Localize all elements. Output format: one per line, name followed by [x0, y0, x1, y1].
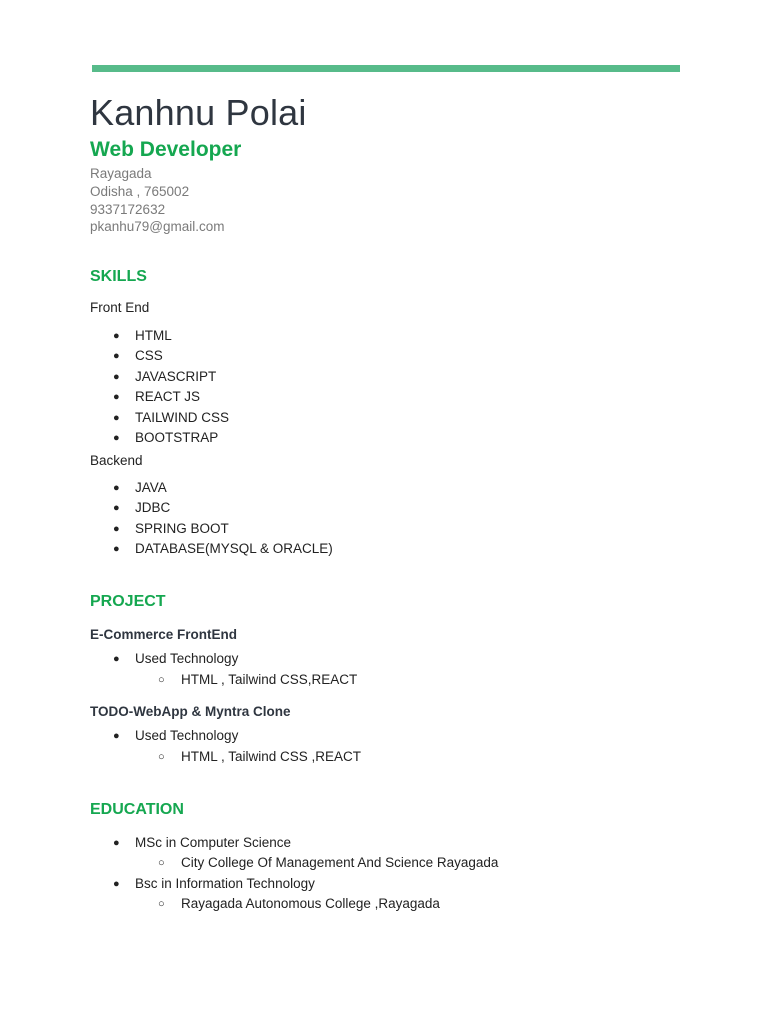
- list-item: ● Used Technology: [0, 726, 361, 747]
- candidate-name: Kanhnu Polai: [90, 92, 307, 133]
- list-item: ● BOOTSTRAP: [0, 428, 229, 448]
- list-item: ○ City College Of Management And Science Rayagada: [0, 853, 498, 873]
- hollow-bullet-icon: ○: [158, 898, 165, 911]
- list-item: ○ Rayagada Autonomous College ,Rayagada: [0, 894, 498, 914]
- bullet-icon: ●: [113, 502, 120, 515]
- contact-state-pin: Odisha , 765002: [90, 183, 190, 199]
- education-list: [0, 833, 498, 915]
- list-item: ● HTML: [0, 326, 229, 346]
- bullet-icon: ●: [113, 837, 120, 849]
- bullet-icon: ●: [113, 411, 120, 424]
- list-item: ● REACT JS: [0, 387, 229, 407]
- list-item: ○ HTML , Tailwind CSS ,REACT: [0, 747, 361, 768]
- list-item: ● SPRING BOOT: [0, 519, 333, 539]
- contact-block: [90, 165, 225, 236]
- bullet-icon: ●: [113, 730, 120, 742]
- list-item: ● JAVASCRIPT: [0, 367, 229, 387]
- list-item: ● Used Technology: [0, 649, 357, 670]
- project-title: TODO-WebApp & Myntra Clone: [90, 704, 291, 719]
- bullet-icon: ●: [113, 653, 120, 665]
- job-title: Web Developer: [90, 138, 242, 161]
- frontend-label: Front End: [90, 300, 150, 315]
- education-heading: EDUCATION: [90, 801, 184, 818]
- bullet-icon: ●: [113, 370, 120, 383]
- list-item: ● JDBC: [0, 498, 333, 518]
- contact-phone: 9337172632: [90, 201, 166, 217]
- bullet-icon: ●: [113, 877, 120, 890]
- hollow-bullet-icon: ○: [158, 750, 165, 763]
- bullet-icon: ●: [113, 432, 120, 445]
- list-item: ● DATABASE(MYSQL & ORACLE): [0, 539, 333, 559]
- backend-label: Backend: [90, 453, 143, 468]
- hollow-bullet-icon: ○: [158, 857, 165, 870]
- header-accent-bar: [92, 65, 680, 72]
- bullet-icon: ●: [113, 543, 120, 556]
- skills-heading: SKILLS: [90, 268, 147, 285]
- project-detail-list: [0, 649, 357, 690]
- contact-city: Rayagada: [90, 166, 152, 181]
- bullet-icon: ●: [113, 330, 120, 342]
- project-heading: PROJECT: [90, 593, 166, 610]
- list-item: ● CSS: [0, 346, 229, 366]
- bullet-icon: ●: [113, 522, 120, 535]
- bullet-icon: ●: [113, 482, 120, 494]
- backend-skill-list: [0, 478, 333, 560]
- project-detail-list: [0, 726, 361, 767]
- list-item: ○ HTML , Tailwind CSS,REACT: [0, 670, 357, 691]
- bullet-icon: ●: [113, 350, 120, 363]
- project-title: E-Commerce FrontEnd: [90, 627, 238, 642]
- hollow-bullet-icon: ○: [158, 673, 165, 686]
- list-item: ● TAILWIND CSS: [0, 408, 229, 428]
- contact-email[interactable]: pkanhu79@gmail.com: [90, 219, 225, 235]
- frontend-skill-list: [0, 326, 229, 448]
- list-item: ● JAVA: [0, 478, 333, 498]
- bullet-icon: ●: [113, 391, 120, 404]
- list-item: ● MSc in Computer Science: [0, 833, 498, 853]
- list-item: ● Bsc in Information Technology: [0, 874, 498, 894]
